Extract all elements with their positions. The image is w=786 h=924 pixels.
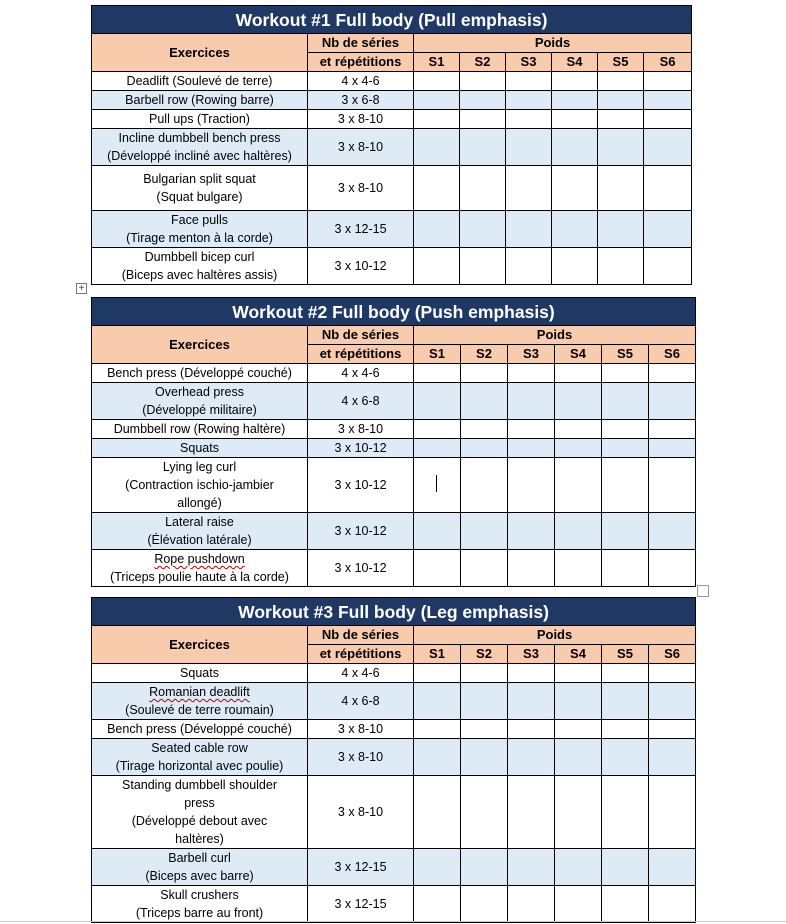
weight-cell[interactable] bbox=[644, 72, 692, 91]
session-header: S2 bbox=[461, 345, 508, 364]
weight-cell[interactable] bbox=[414, 439, 461, 458]
weight-cell[interactable] bbox=[461, 420, 508, 439]
weight-cell[interactable] bbox=[414, 776, 461, 849]
weight-cell[interactable] bbox=[460, 166, 506, 211]
weight-cell[interactable] bbox=[461, 849, 508, 886]
sets-header-line2: et répétitions bbox=[308, 53, 414, 72]
weight-cell[interactable] bbox=[508, 513, 555, 550]
exercise-cell[interactable]: Lateral raise (Élévation latérale) bbox=[92, 513, 308, 550]
exercises-header: Exercices bbox=[92, 626, 308, 664]
sets-cell[interactable]: 3 x 10-12 bbox=[308, 458, 414, 513]
weight-cell[interactable] bbox=[555, 513, 602, 550]
sets-header-line2: et répétitions bbox=[308, 345, 414, 364]
weight-cell[interactable] bbox=[555, 439, 602, 458]
weight-cell[interactable] bbox=[649, 364, 696, 383]
weight-cell[interactable] bbox=[602, 550, 649, 587]
weight-cell[interactable] bbox=[649, 739, 696, 776]
weight-cell[interactable] bbox=[644, 166, 692, 211]
weight-cell[interactable] bbox=[508, 439, 555, 458]
weights-header: Poids bbox=[414, 626, 696, 645]
weight-cell[interactable] bbox=[414, 720, 461, 739]
sets-cell[interactable]: 3 x 8-10 bbox=[308, 776, 414, 849]
weight-cell[interactable] bbox=[555, 683, 602, 720]
weight-cell[interactable] bbox=[644, 248, 692, 285]
weight-cell[interactable] bbox=[508, 458, 555, 513]
table-row bbox=[92, 664, 696, 683]
weight-cell[interactable] bbox=[598, 211, 644, 248]
session-header: S1 bbox=[414, 345, 461, 364]
weight-cell[interactable] bbox=[508, 364, 555, 383]
table-resize-handle-icon[interactable] bbox=[697, 585, 709, 597]
exercise-cell[interactable]: Barbell row (Rowing barre) bbox=[92, 91, 308, 110]
table-row bbox=[92, 211, 692, 248]
session-header: S3 bbox=[506, 53, 552, 72]
weight-cell[interactable] bbox=[644, 91, 692, 110]
weight-cell[interactable] bbox=[598, 91, 644, 110]
weight-cell[interactable] bbox=[506, 211, 552, 248]
sets-header-line1: Nb de séries bbox=[308, 326, 414, 345]
weight-cell[interactable] bbox=[460, 248, 506, 285]
session-header: S3 bbox=[508, 645, 555, 664]
weight-cell[interactable] bbox=[414, 129, 460, 166]
sets-cell[interactable]: 4 x 6-8 bbox=[308, 683, 414, 720]
weight-cell[interactable] bbox=[460, 91, 506, 110]
exercise-cell[interactable]: Romanian deadlift (Soulevé de terre roumain) bbox=[92, 683, 308, 720]
sets-cell[interactable]: 4 x 4-6 bbox=[308, 364, 414, 383]
weight-cell[interactable] bbox=[555, 849, 602, 886]
weight-cell[interactable] bbox=[414, 110, 460, 129]
weight-cell[interactable] bbox=[649, 849, 696, 886]
weight-cell[interactable] bbox=[414, 91, 460, 110]
weight-cell[interactable] bbox=[508, 383, 555, 420]
exercise-cell[interactable]: Incline dumbbell bench press (Développé incliné avec haltères) bbox=[92, 129, 308, 166]
sets-cell[interactable]: 3 x 8-10 bbox=[308, 739, 414, 776]
sets-cell[interactable]: 3 x 8-10 bbox=[308, 110, 414, 129]
weight-cell[interactable] bbox=[602, 439, 649, 458]
weight-cell[interactable] bbox=[552, 91, 598, 110]
weight-cell[interactable] bbox=[598, 129, 644, 166]
sets-header-line2: et répétitions bbox=[308, 645, 414, 664]
weight-cell[interactable] bbox=[552, 129, 598, 166]
session-header: S6 bbox=[644, 53, 692, 72]
table-row bbox=[92, 513, 696, 550]
weight-cell[interactable] bbox=[414, 664, 461, 683]
sets-cell[interactable]: 3 x 10-12 bbox=[308, 513, 414, 550]
sets-cell[interactable]: 3 x 8-10 bbox=[308, 720, 414, 739]
weight-cell[interactable] bbox=[555, 383, 602, 420]
weight-cell[interactable] bbox=[602, 683, 649, 720]
sets-cell[interactable]: 3 x 12-15 bbox=[308, 211, 414, 248]
weight-cell[interactable] bbox=[460, 110, 506, 129]
sets-cell[interactable]: 3 x 6-8 bbox=[308, 91, 414, 110]
table-title: Workout #3 Full body (Leg emphasis) bbox=[92, 598, 696, 626]
weight-cell[interactable] bbox=[460, 211, 506, 248]
table-row bbox=[92, 458, 696, 513]
workout-table-3 bbox=[91, 597, 696, 923]
exercises-header: Exercices bbox=[92, 34, 308, 72]
weight-cell[interactable] bbox=[461, 383, 508, 420]
exercise-cell[interactable]: Bench press (Développé couché) bbox=[92, 364, 308, 383]
exercise-cell[interactable]: Squats bbox=[92, 664, 308, 683]
weight-cell[interactable] bbox=[414, 166, 460, 211]
weight-cell[interactable] bbox=[460, 72, 506, 91]
weight-cell[interactable] bbox=[461, 720, 508, 739]
weight-cell[interactable] bbox=[649, 383, 696, 420]
weight-cell[interactable] bbox=[598, 248, 644, 285]
sets-header-line1: Nb de séries bbox=[308, 34, 414, 53]
weight-cell[interactable] bbox=[414, 72, 460, 91]
weight-cell[interactable] bbox=[602, 739, 649, 776]
sets-cell[interactable]: 3 x 12-15 bbox=[308, 849, 414, 886]
weight-cell[interactable] bbox=[508, 683, 555, 720]
weight-cell[interactable] bbox=[461, 364, 508, 383]
weight-cell[interactable] bbox=[649, 420, 696, 439]
session-header: S1 bbox=[414, 53, 460, 72]
exercise-cell[interactable]: Rope pushdown (Triceps poulie haute à la corde) bbox=[92, 550, 308, 587]
weight-cell[interactable] bbox=[555, 364, 602, 383]
table-row bbox=[92, 110, 692, 129]
weight-cell[interactable] bbox=[414, 420, 461, 439]
session-header: S6 bbox=[649, 345, 696, 364]
weight-cell[interactable] bbox=[649, 439, 696, 458]
weight-cell[interactable] bbox=[552, 211, 598, 248]
weight-cell[interactable] bbox=[506, 91, 552, 110]
exercise-cell[interactable]: Dumbbell bicep curl (Biceps avec haltères assis) bbox=[92, 248, 308, 285]
weight-cell[interactable] bbox=[602, 420, 649, 439]
session-header: S1 bbox=[414, 645, 461, 664]
weight-cell[interactable] bbox=[602, 383, 649, 420]
weight-cell[interactable] bbox=[506, 166, 552, 211]
exercise-cell[interactable]: Pull ups (Traction) bbox=[92, 110, 308, 129]
weight-cell[interactable] bbox=[414, 849, 461, 886]
weight-cell[interactable] bbox=[602, 776, 649, 849]
session-header: S4 bbox=[552, 53, 598, 72]
weight-cell[interactable] bbox=[506, 72, 552, 91]
sets-cell[interactable]: 4 x 4-6 bbox=[308, 664, 414, 683]
table-row bbox=[92, 683, 696, 720]
table-row bbox=[92, 886, 696, 923]
weight-cell[interactable] bbox=[602, 513, 649, 550]
weight-cell[interactable] bbox=[508, 739, 555, 776]
weight-cell[interactable] bbox=[644, 129, 692, 166]
table-row bbox=[92, 129, 692, 166]
weight-cell[interactable] bbox=[506, 110, 552, 129]
sets-cell[interactable]: 4 x 6-8 bbox=[308, 383, 414, 420]
weight-cell[interactable] bbox=[552, 248, 598, 285]
weight-cell[interactable] bbox=[414, 683, 461, 720]
weight-cell[interactable] bbox=[602, 886, 649, 923]
weight-cell[interactable] bbox=[602, 664, 649, 683]
table-row bbox=[92, 166, 692, 211]
exercise-cell[interactable]: Dumbbell row (Rowing haltère) bbox=[92, 420, 308, 439]
session-header: S5 bbox=[602, 645, 649, 664]
weight-cell[interactable] bbox=[506, 129, 552, 166]
table-row bbox=[92, 72, 692, 91]
weight-cell[interactable] bbox=[552, 110, 598, 129]
exercise-cell[interactable]: Deadlift (Soulevé de terre) bbox=[92, 72, 308, 91]
table-row bbox=[92, 383, 696, 420]
weight-cell[interactable] bbox=[461, 776, 508, 849]
exercise-cell[interactable]: Squats bbox=[92, 439, 308, 458]
exercise-cell[interactable]: Face pulls (Tirage menton à la corde) bbox=[92, 211, 308, 248]
table-row bbox=[92, 364, 696, 383]
exercises-header: Exercices bbox=[92, 326, 308, 364]
table-title: Workout #2 Full body (Push emphasis) bbox=[92, 298, 696, 326]
weight-cell[interactable] bbox=[508, 664, 555, 683]
table-row bbox=[92, 91, 692, 110]
sets-cell[interactable]: 3 x 10-12 bbox=[308, 439, 414, 458]
weight-cell[interactable] bbox=[552, 72, 598, 91]
weight-cell[interactable] bbox=[649, 683, 696, 720]
weight-cell[interactable] bbox=[598, 72, 644, 91]
weight-cell[interactable] bbox=[460, 129, 506, 166]
sets-cell[interactable]: 3 x 10-12 bbox=[308, 248, 414, 285]
session-header: S3 bbox=[508, 345, 555, 364]
sets-cell[interactable]: 3 x 8-10 bbox=[308, 420, 414, 439]
sets-cell[interactable]: 3 x 8-10 bbox=[308, 166, 414, 211]
weight-cell[interactable] bbox=[602, 364, 649, 383]
weight-cell[interactable] bbox=[461, 458, 508, 513]
sets-header-line1: Nb de séries bbox=[308, 626, 414, 645]
weight-cell[interactable] bbox=[555, 776, 602, 849]
weight-cell[interactable] bbox=[598, 166, 644, 211]
weight-cell[interactable] bbox=[414, 550, 461, 587]
table-row bbox=[92, 439, 696, 458]
weight-cell[interactable] bbox=[461, 550, 508, 587]
weight-cell[interactable] bbox=[649, 550, 696, 587]
weight-cell[interactable] bbox=[461, 513, 508, 550]
table-row bbox=[92, 248, 692, 285]
weight-cell[interactable] bbox=[555, 550, 602, 587]
weight-cell[interactable] bbox=[602, 720, 649, 739]
weight-cell[interactable] bbox=[414, 211, 460, 248]
weights-header: Poids bbox=[414, 326, 696, 345]
exercise-cell[interactable]: Standing dumbbell shoulder press (Développé debout avec haltères) bbox=[92, 776, 308, 849]
session-header: S4 bbox=[555, 345, 602, 364]
exercise-cell[interactable]: Barbell curl (Biceps avec barre) bbox=[92, 849, 308, 886]
table-row bbox=[92, 420, 696, 439]
workout-table-1 bbox=[91, 5, 692, 285]
weight-cell[interactable] bbox=[602, 849, 649, 886]
session-header: S6 bbox=[649, 645, 696, 664]
weight-cell[interactable] bbox=[555, 458, 602, 513]
weight-cell[interactable] bbox=[414, 364, 461, 383]
weight-cell[interactable] bbox=[602, 458, 649, 513]
page-edge-divider bbox=[0, 921, 786, 922]
weight-cell[interactable] bbox=[649, 776, 696, 849]
weight-cell[interactable] bbox=[414, 383, 461, 420]
session-header: S5 bbox=[598, 53, 644, 72]
weight-cell[interactable] bbox=[649, 513, 696, 550]
table-row bbox=[92, 720, 696, 739]
weight-cell[interactable] bbox=[414, 513, 461, 550]
weights-header: Poids bbox=[414, 34, 692, 53]
table-title: Workout #1 Full body (Pull emphasis) bbox=[92, 6, 692, 34]
weight-cell[interactable] bbox=[506, 248, 552, 285]
weight-cell[interactable] bbox=[644, 110, 692, 129]
weight-cell[interactable] bbox=[555, 664, 602, 683]
table-row bbox=[92, 739, 696, 776]
exercise-cell[interactable]: Skull crushers (Triceps barre au front) bbox=[92, 886, 308, 923]
weight-cell[interactable] bbox=[414, 458, 461, 513]
session-header: S5 bbox=[602, 345, 649, 364]
text-cursor bbox=[436, 475, 437, 492]
weight-cell[interactable] bbox=[649, 458, 696, 513]
weight-cell[interactable] bbox=[555, 739, 602, 776]
table-row bbox=[92, 849, 696, 886]
exercise-cell[interactable]: Bulgarian split squat (Squat bulgare) bbox=[92, 166, 308, 211]
weight-cell[interactable] bbox=[414, 739, 461, 776]
table-row bbox=[92, 776, 696, 849]
weight-cell[interactable] bbox=[508, 886, 555, 923]
weight-cell[interactable] bbox=[649, 720, 696, 739]
session-header: S2 bbox=[460, 53, 506, 72]
workout-table-2 bbox=[91, 297, 696, 587]
exercise-cell[interactable]: Lying leg curl (Contraction ischio-jambier allongé) bbox=[92, 458, 308, 513]
weight-cell[interactable] bbox=[598, 110, 644, 129]
exercise-cell[interactable]: Overhead press (Développé militaire) bbox=[92, 383, 308, 420]
weight-cell[interactable] bbox=[414, 248, 460, 285]
weight-cell[interactable] bbox=[461, 683, 508, 720]
sets-cell[interactable]: 4 x 4-6 bbox=[308, 72, 414, 91]
weight-cell[interactable] bbox=[461, 664, 508, 683]
exercise-cell[interactable]: Bench press (Développé couché) bbox=[92, 720, 308, 739]
weight-cell[interactable] bbox=[508, 849, 555, 886]
weight-cell[interactable] bbox=[461, 439, 508, 458]
sets-cell[interactable]: 3 x 10-12 bbox=[308, 550, 414, 587]
weight-cell[interactable] bbox=[414, 886, 461, 923]
table-move-handle-icon[interactable]: + bbox=[76, 283, 87, 294]
weight-cell[interactable] bbox=[508, 420, 555, 439]
weight-cell[interactable] bbox=[461, 739, 508, 776]
weight-cell[interactable] bbox=[508, 720, 555, 739]
session-header: S4 bbox=[555, 645, 602, 664]
session-header: S2 bbox=[461, 645, 508, 664]
weight-cell[interactable] bbox=[555, 420, 602, 439]
table-row bbox=[92, 550, 696, 587]
weight-cell[interactable] bbox=[461, 886, 508, 923]
sets-cell[interactable]: 3 x 12-15 bbox=[308, 886, 414, 923]
weight-cell[interactable] bbox=[555, 886, 602, 923]
weight-cell[interactable] bbox=[508, 776, 555, 849]
weight-cell[interactable] bbox=[555, 720, 602, 739]
sets-cell[interactable]: 3 x 8-10 bbox=[308, 129, 414, 166]
exercise-cell[interactable]: Seated cable row (Tirage horizontal avec poulie) bbox=[92, 739, 308, 776]
weight-cell[interactable] bbox=[649, 664, 696, 683]
weight-cell[interactable] bbox=[508, 550, 555, 587]
weight-cell[interactable] bbox=[649, 886, 696, 923]
weight-cell[interactable] bbox=[644, 211, 692, 248]
weight-cell[interactable] bbox=[552, 166, 598, 211]
